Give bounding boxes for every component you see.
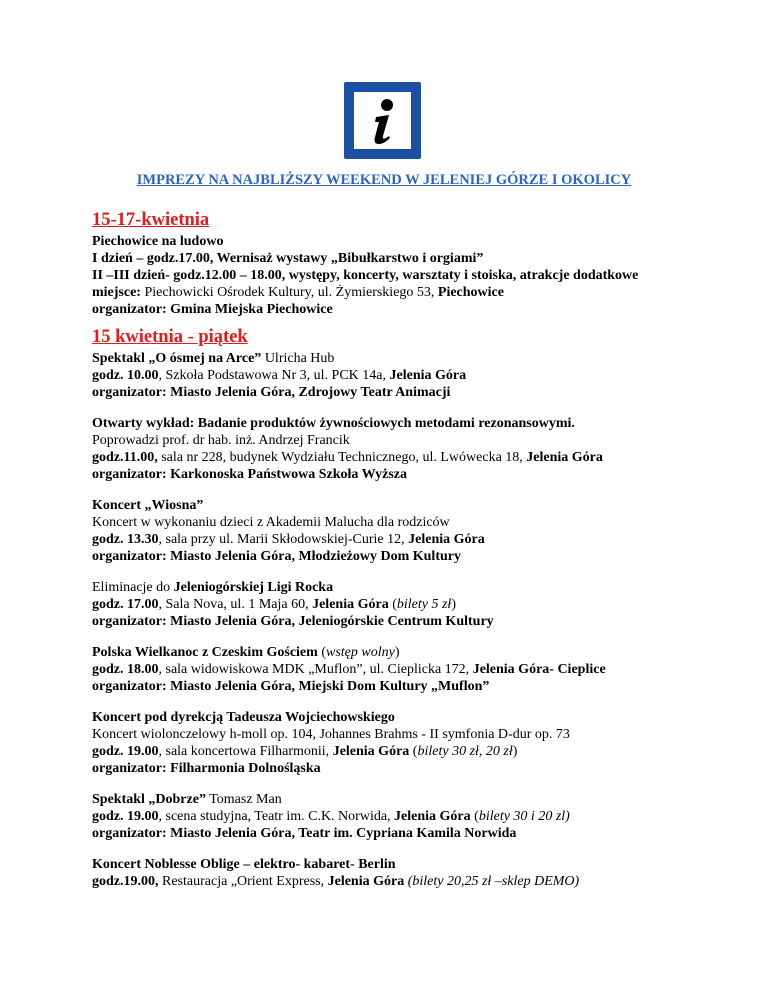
text-run: (	[388, 597, 397, 612]
text-run: Koncert Noblesse Oblige – elektro- kabaret- Berlin	[92, 857, 396, 872]
event-line	[92, 367, 692, 384]
text-run: Tomasz Man	[205, 792, 282, 807]
date-heading: 15-17-kwietnia	[92, 210, 210, 230]
text-run: , scena studyjna, Teatr im. C.K. Norwida,	[158, 809, 395, 824]
info-logo	[344, 82, 421, 159]
text-run: godz.19.00,	[92, 874, 159, 889]
text-run: Koncert w wykonaniu dzieci z Akademii Malucha dla rodziców	[92, 515, 450, 530]
event-line	[92, 449, 692, 466]
event-line	[92, 579, 692, 596]
info-i-icon	[354, 92, 411, 149]
text-run: (bilety 20,25 zł –sklep DEMO)	[407, 874, 580, 889]
page-headline: IMPREZY NA NAJBLIŻSZY WEEKEND W JELENIEJ GÓRZE I OKOLICY	[136, 172, 632, 188]
text-run: godz. 13.30	[92, 532, 159, 547]
text-run: organizator: Karkonoska Państwowa Szkoła Wyższa	[92, 467, 407, 482]
text-run: Eliminacje do	[92, 580, 174, 595]
text-run: , sala koncertowa Filharmonii,	[158, 744, 333, 759]
event-entry	[92, 709, 692, 777]
text-run: )	[512, 744, 518, 759]
text-run: sala nr 228, budynek Wydziału Technicznego, ul. Lwówecka 18,	[157, 450, 527, 465]
event-entry	[92, 856, 692, 890]
event-line	[92, 250, 692, 267]
text-run: organizator: Gmina Miejska Piechowice	[92, 302, 333, 317]
event-line	[92, 531, 692, 548]
event-line	[92, 233, 692, 250]
text-run: godz. 10.00	[92, 368, 159, 383]
event-line	[92, 466, 692, 483]
event-line	[92, 432, 692, 449]
event-line	[92, 514, 692, 531]
event-line	[92, 678, 692, 695]
event-entry	[92, 350, 692, 401]
text-run: )	[451, 597, 456, 612]
text-run: Piechowice	[437, 285, 504, 300]
text-run: bilety 30 i 20 zl)	[478, 809, 570, 824]
text-run: organizator: Miasto Jelenia Góra, Młodzieżowy Dom Kultury	[92, 549, 461, 564]
text-run: Polska Wielkanoc z Czeskim Gościem	[92, 645, 318, 660]
event-line	[92, 726, 692, 743]
event-line	[92, 644, 692, 661]
text-run: Koncert wiolonczelowy h-moll op. 104, Johannes Brahms - II symfonia D-dur op. 73	[92, 727, 570, 742]
text-run: Jelenia Góra	[389, 368, 467, 383]
text-run: I dzień – godz.17.00, Wernisaż wystawy „Bibułkarstwo i orgiami”	[92, 251, 484, 266]
text-run: godz. 19.00	[92, 809, 159, 824]
text-run: )	[394, 645, 400, 660]
text-run: Spektakl „O ósmej na Arce”	[92, 351, 262, 366]
text-run: Jelenia Góra- Cieplice	[472, 662, 606, 677]
event-line	[92, 301, 692, 318]
text-run: Piechowicki Ośrodek Kultury, ul. Żymierskiego 53,	[140, 285, 438, 300]
event-line	[92, 873, 692, 890]
text-run: , sala przy ul. Marii Skłodowskiej-Curie 12,	[158, 532, 409, 547]
text-run: Piechowice na ludowo	[92, 234, 224, 249]
text-run: bilety 30 zł, 20 zł	[417, 744, 513, 759]
event-line	[92, 284, 692, 301]
event-entry	[92, 497, 692, 565]
event-line	[92, 267, 692, 284]
event-line	[92, 661, 692, 678]
event-line	[92, 596, 692, 613]
text-run: , sala widowiskowa MDK „Muflon”, ul. Cieplicka 172,	[158, 662, 473, 677]
text-run: organizator: Miasto Jelenia Góra, Teatr im. Cypriana Kamila Norwida	[92, 826, 517, 841]
text-run: Jeleniogórskiej Ligi Rocka	[173, 580, 334, 595]
event-entry	[92, 644, 692, 695]
text-run: Jelenia Góra	[526, 450, 603, 465]
text-run: II –III dzień- godz.12.00 – 18.00, występy, koncerty, warsztaty i stoiska, atrakcje dodatkowe	[92, 268, 639, 283]
event-entry	[92, 791, 692, 842]
text-run: Koncert „Wiosna”	[92, 498, 204, 513]
text-run: Jelenia Góra	[327, 874, 405, 889]
text-run: Ulricha Hub	[261, 351, 335, 366]
text-run: wstęp wolny	[325, 645, 395, 660]
event-line	[92, 760, 692, 777]
event-line	[92, 825, 692, 842]
event-line	[92, 856, 692, 873]
text-run: Poprowadzi prof. dr hab. inż. Andrzej Francik	[92, 433, 350, 448]
text-run: , Szkoła Podstawowa Nr 3, ul. PCK 14a,	[158, 368, 390, 383]
text-run: bilety 5 zł	[396, 597, 452, 612]
text-run: (	[470, 809, 479, 824]
text-run: Restauracja „Orient Express,	[158, 874, 328, 889]
date-heading: 15 kwietnia - piątek	[92, 327, 248, 347]
text-run: organizator: Miasto Jelenia Góra, Jeleniogórskie Centrum Kultury	[92, 614, 494, 629]
text-run: Jelenia Góra	[408, 532, 485, 547]
text-run: Koncert pod dyrekcją Tadeusza Wojciechowskiego	[92, 710, 395, 725]
event-entry	[92, 415, 692, 483]
event-line	[92, 808, 692, 825]
text-run: godz. 18.00	[92, 662, 159, 677]
event-line	[92, 791, 692, 808]
event-line	[92, 415, 692, 432]
event-line	[92, 548, 692, 565]
event-line	[92, 497, 692, 514]
events-list	[92, 209, 692, 904]
text-run: , Sala Nova, ul. 1 Maja 60,	[158, 597, 313, 612]
text-run: miejsce:	[92, 285, 141, 300]
text-run: organizator: Miasto Jelenia Góra, Miejski Dom Kultury „Muflon”	[92, 679, 490, 694]
text-run: Jelenia Góra	[394, 809, 471, 824]
event-line	[92, 743, 692, 760]
text-run: Jelenia Góra	[332, 744, 410, 759]
text-run: (	[409, 744, 418, 759]
text-run: Jelenia Góra	[312, 597, 389, 612]
text-run: (	[317, 645, 326, 660]
text-run: godz. 19.00	[92, 744, 159, 759]
text-run: godz.11.00,	[92, 450, 158, 465]
text-run: organizator: Filharmonia Dolnośląska	[92, 761, 321, 776]
text-run: Otwarty wykład: Badanie produktów żywnościowych metodami rezonansowymi.	[92, 416, 575, 431]
text-run: godz. 17.00	[92, 597, 159, 612]
event-entry	[92, 579, 692, 630]
text-run: organizator: Miasto Jelenia Góra, Zdrojowy Teatr Animacji	[92, 385, 451, 400]
event-line	[92, 384, 692, 401]
event-line	[92, 613, 692, 630]
event-entry	[92, 233, 692, 318]
text-run: Spektakl „Dobrze”	[92, 792, 206, 807]
event-line	[92, 709, 692, 726]
event-line	[92, 350, 692, 367]
